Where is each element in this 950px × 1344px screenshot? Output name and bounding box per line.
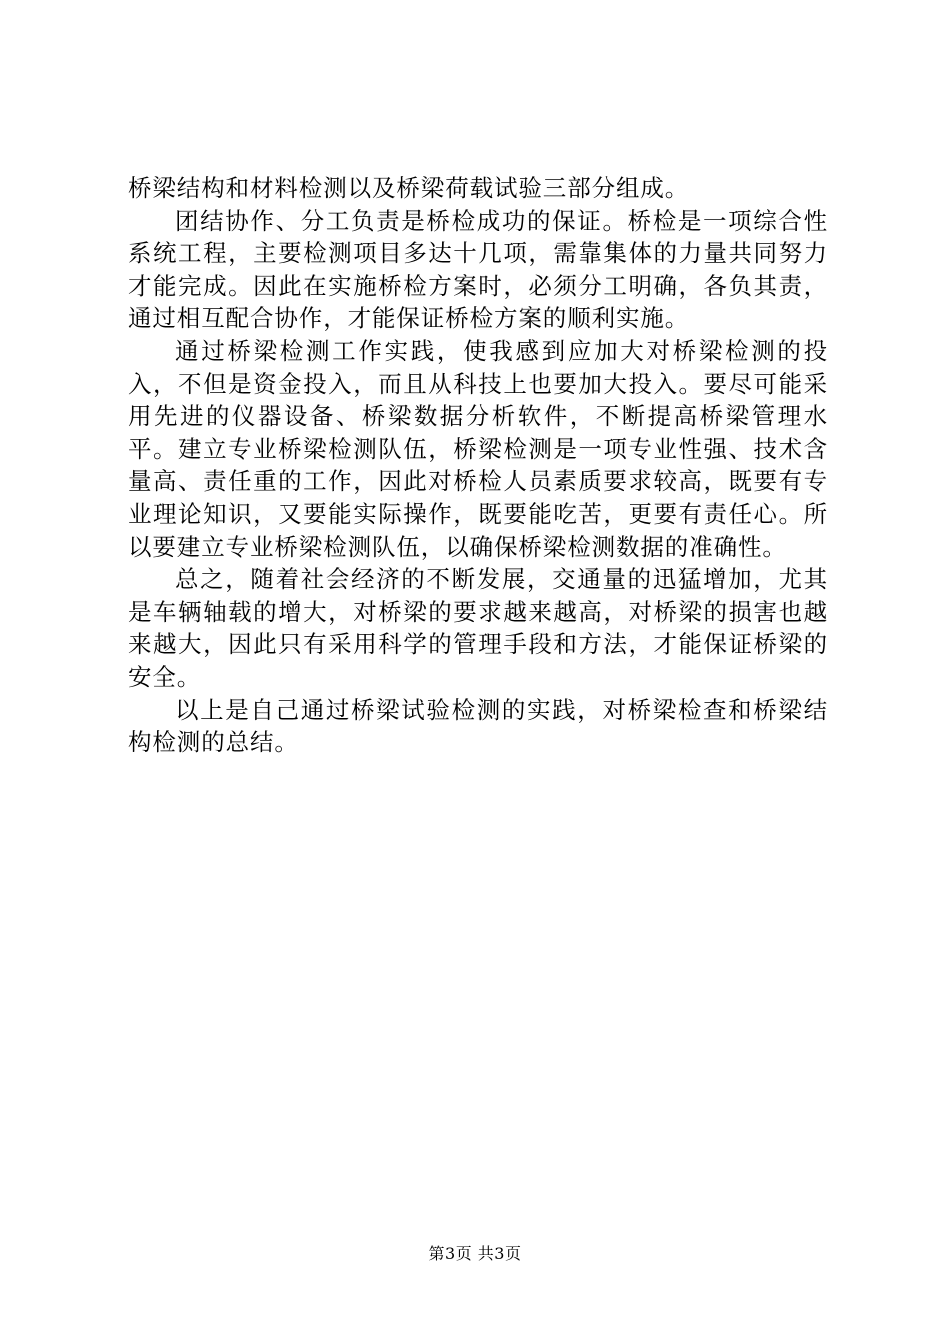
paragraph-teamwork: 团结协作、分工负责是桥检成功的保证。桥检是一项综合性系统工程，主要检测项目多达十几项，需靠集体的力量共同努力才能完成。因此在实施桥检方案时，必须分工明确，各负其责，通过相互配合协作，才能保证桥检方案的顺利实施。	[128, 206, 828, 333]
paragraph-conclusion: 总之，随着社会经济的不断发展，交通量的迅猛增加，尤其是车辆轴载的增大，对桥梁的要求越来越高，对桥梁的损害也越来越大，因此只有采用科学的管理手段和方法，才能保证桥梁的安全。	[128, 565, 828, 691]
paragraph-investment: 通过桥梁检测工作实践，使我感到应加大对桥梁检测的投入，不但是资金投入，而且从科技上也要加大投入。要尽可能采用先进的仪器设备、桥梁数据分析软件，不断提高桥梁管理水平。建立专业桥梁检测队伍，桥梁检测是一项专业性强、技术含量高、责任重的工作，因此对桥检人员素质要求较高，既要有专业理论知识，又要能实际操作，既要能吃苦，更要有责任心。所以要建立专业桥梁检测队伍，以确保桥梁检测数据的准确性。	[128, 336, 828, 561]
document-body	[128, 172, 828, 759]
paragraph-continuation: 桥梁结构和材料检测以及桥梁荷载试验三部分组成。	[128, 174, 690, 202]
paragraph-summary: 以上是自己通过桥梁试验检测的实践，对桥梁检查和桥梁结构检测的总结。	[128, 695, 828, 757]
page-number-footer: 第3页 共3页	[428, 1244, 522, 1263]
